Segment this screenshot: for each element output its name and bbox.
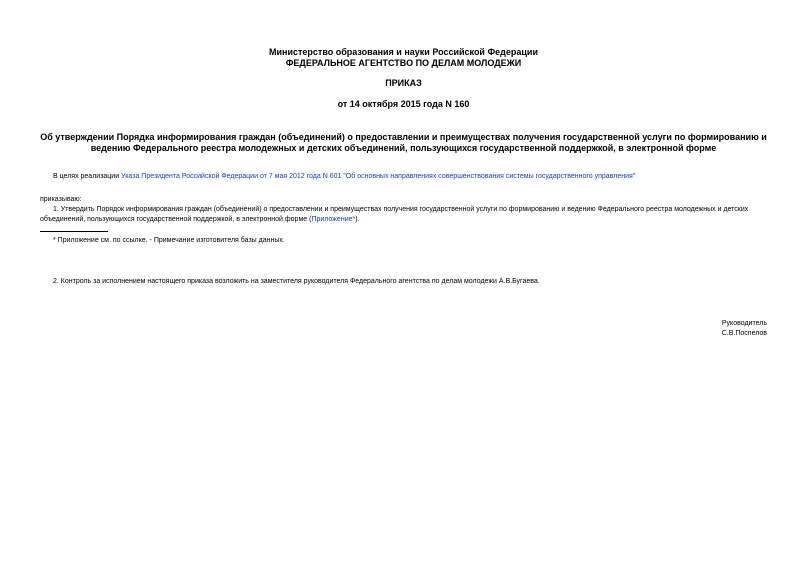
appendix-link[interactable]: Приложение* bbox=[311, 216, 356, 223]
order-word: приказываю: bbox=[40, 196, 82, 203]
item-1-line-1: 1. Утвердить Порядок информирования граждан (объединений) о предоставлении и преимуществах получения государственной услуги по формированию и ведению Федерального реестра молодежных и детских bbox=[53, 206, 749, 213]
item-2: 2. Контроль за исполнением настоящего приказа возложить на заместителя руководителя Федерального агентства по делам молодежи А.В.Бугаева. bbox=[53, 278, 540, 285]
preamble-text: В целях реализации bbox=[53, 173, 122, 180]
agency-name: ФЕДЕРАЛЬНОЕ АГЕНТСТВО ПО ДЕЛАМ МОЛОДЕЖИ bbox=[285, 58, 522, 68]
footnote-divider bbox=[40, 231, 108, 232]
item-1-text: объединений, пользующихся государственной поддержкой, в электронной форме ( bbox=[40, 216, 312, 223]
footnote: * Приложение см. по ссылке. - Примечание изготовителя базы данных. bbox=[53, 237, 285, 244]
item-1-text-end: ). bbox=[355, 216, 360, 223]
title-line-2: ведению Федерального реестра молодежных и детских объединений, пользующихся государственной поддержкой, в электронной форме bbox=[90, 143, 717, 153]
preamble bbox=[53, 172, 635, 182]
signature-position: Руководитель bbox=[721, 320, 767, 327]
document-type: ПРИКАЗ bbox=[385, 78, 422, 88]
ministry-name: Министерство образования и науки Российской Федерации bbox=[269, 47, 538, 57]
document-header bbox=[40, 47, 767, 69]
document-date-number: от 14 октября 2015 года N 160 bbox=[337, 99, 470, 109]
document-title bbox=[40, 132, 767, 154]
signature-name: С.В.Поспелов bbox=[721, 330, 767, 337]
decree-link[interactable]: Указа Президента Российской Федерации от 7 мая 2012 года N 601 "Об основных направлениях совершенствования системы государственного управления" bbox=[121, 173, 636, 180]
title-line-1: Об утверждении Порядка информирования граждан (объединений) о предоставлении и преимуществах получения государственной услуги по формированию и bbox=[40, 132, 767, 142]
item-1-line-2 bbox=[40, 215, 360, 225]
